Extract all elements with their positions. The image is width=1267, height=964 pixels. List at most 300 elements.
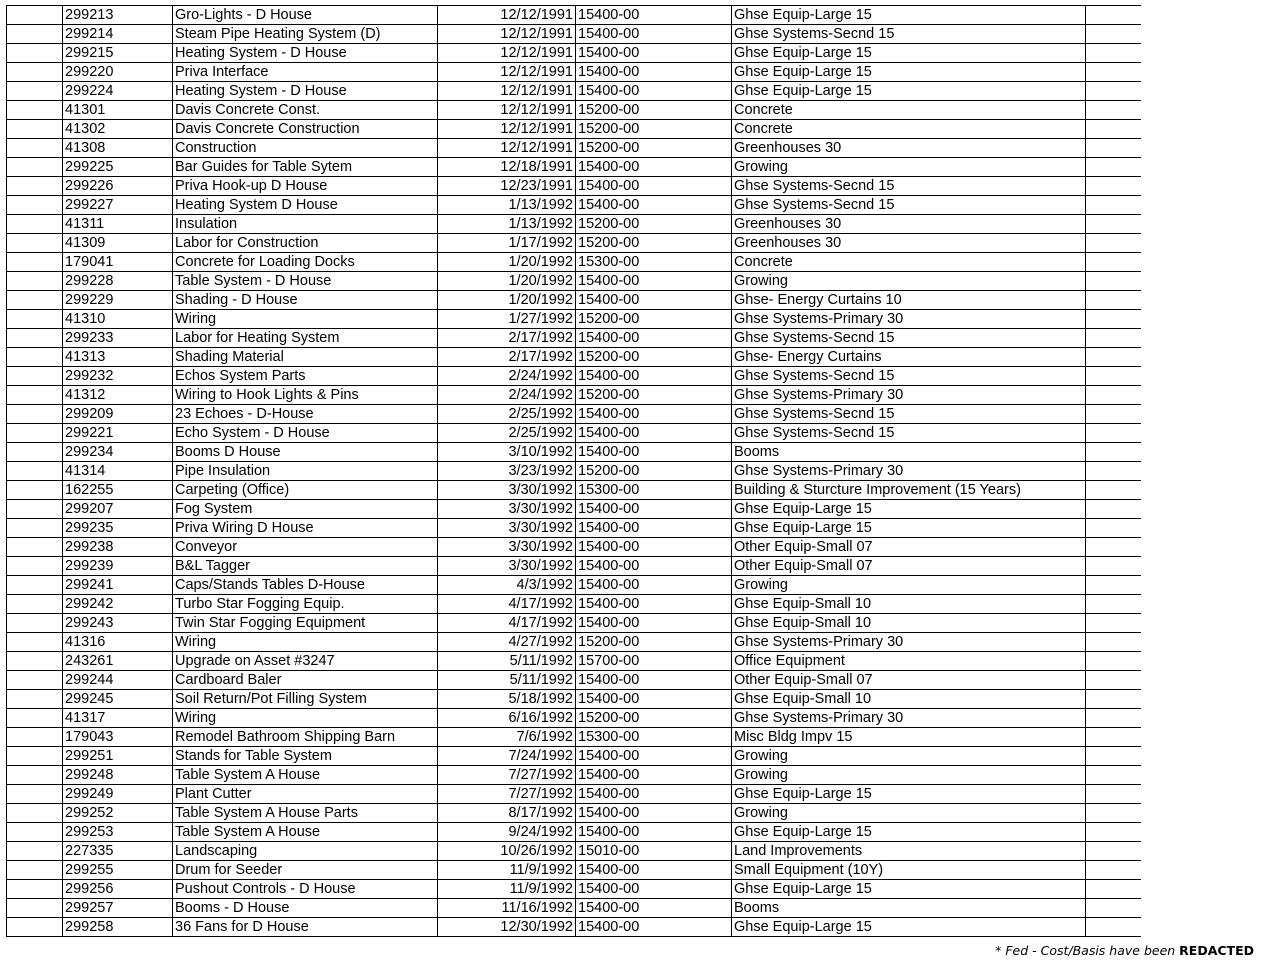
- blank-cell: [7, 215, 63, 234]
- account-code-cell: 15010-00: [576, 842, 732, 861]
- category-cell: Ghse- Energy Curtains 10: [732, 291, 1086, 310]
- blank-cell: [1086, 196, 1141, 215]
- asset-id-cell: 299228: [63, 272, 173, 291]
- blank-cell: [1086, 158, 1141, 177]
- account-code-cell: 15400-00: [576, 576, 732, 595]
- table-row: [7, 310, 1141, 329]
- date-cell: 7/24/1992: [438, 747, 576, 766]
- category-cell: Ghse Systems-Secnd 15: [732, 424, 1086, 443]
- date-cell: 2/25/1992: [438, 424, 576, 443]
- blank-cell: [7, 671, 63, 690]
- asset-id-cell: 179041: [63, 253, 173, 272]
- account-code-cell: 15400-00: [576, 158, 732, 177]
- description-cell: 36 Fans for D House: [173, 918, 438, 937]
- blank-cell: [1086, 25, 1141, 44]
- description-cell: Heating System - D House: [173, 44, 438, 63]
- blank-cell: [1086, 671, 1141, 690]
- blank-cell: [7, 329, 63, 348]
- asset-id-cell: 41308: [63, 139, 173, 158]
- blank-cell: [7, 804, 63, 823]
- table-row: [7, 291, 1141, 310]
- blank-cell: [7, 310, 63, 329]
- category-cell: Ghse Systems-Primary 30: [732, 310, 1086, 329]
- date-cell: 1/13/1992: [438, 215, 576, 234]
- date-cell: 2/24/1992: [438, 386, 576, 405]
- description-cell: Shading Material: [173, 348, 438, 367]
- table-row: [7, 823, 1141, 842]
- blank-cell: [1086, 6, 1141, 25]
- account-code-cell: 15400-00: [576, 804, 732, 823]
- category-cell: Growing: [732, 804, 1086, 823]
- description-cell: Echo System - D House: [173, 424, 438, 443]
- date-cell: 11/9/1992: [438, 880, 576, 899]
- date-cell: 5/11/1992: [438, 652, 576, 671]
- blank-cell: [7, 443, 63, 462]
- blank-cell: [1086, 348, 1141, 367]
- blank-cell: [1086, 101, 1141, 120]
- description-cell: Wiring: [173, 633, 438, 652]
- category-cell: Concrete: [732, 253, 1086, 272]
- category-cell: Ghse Equip-Large 15: [732, 500, 1086, 519]
- category-cell: Other Equip-Small 07: [732, 671, 1086, 690]
- blank-cell: [1086, 576, 1141, 595]
- account-code-cell: 15200-00: [576, 462, 732, 481]
- asset-id-cell: 299220: [63, 63, 173, 82]
- blank-cell: [7, 177, 63, 196]
- table-row: [7, 25, 1141, 44]
- blank-cell: [7, 348, 63, 367]
- blank-cell: [1086, 424, 1141, 443]
- table-row: [7, 918, 1141, 937]
- date-cell: 11/16/1992: [438, 899, 576, 918]
- account-code-cell: 15300-00: [576, 481, 732, 500]
- asset-id-cell: 299229: [63, 291, 173, 310]
- date-cell: 3/30/1992: [438, 500, 576, 519]
- account-code-cell: 15400-00: [576, 329, 732, 348]
- table-row: [7, 576, 1141, 595]
- account-code-cell: 15400-00: [576, 500, 732, 519]
- description-cell: Steam Pipe Heating System (D): [173, 25, 438, 44]
- category-cell: Ghse Systems-Secnd 15: [732, 329, 1086, 348]
- account-code-cell: 15400-00: [576, 823, 732, 842]
- blank-cell: [1086, 804, 1141, 823]
- asset-id-cell: 41301: [63, 101, 173, 120]
- blank-cell: [1086, 272, 1141, 291]
- date-cell: 1/20/1992: [438, 291, 576, 310]
- blank-cell: [1086, 234, 1141, 253]
- table-row: [7, 6, 1141, 25]
- account-code-cell: 15400-00: [576, 519, 732, 538]
- description-cell: Drum for Seeder: [173, 861, 438, 880]
- blank-cell: [7, 462, 63, 481]
- table-row: [7, 557, 1141, 576]
- asset-id-cell: 299213: [63, 6, 173, 25]
- category-cell: Small Equipment (10Y): [732, 861, 1086, 880]
- asset-id-cell: 299207: [63, 500, 173, 519]
- table-row: [7, 348, 1141, 367]
- blank-cell: [7, 918, 63, 937]
- description-cell: Priva Wiring D House: [173, 519, 438, 538]
- description-cell: 23 Echoes - D-House: [173, 405, 438, 424]
- blank-cell: [1086, 82, 1141, 101]
- description-cell: Priva Hook-up D House: [173, 177, 438, 196]
- table-row: [7, 595, 1141, 614]
- category-cell: Concrete: [732, 101, 1086, 120]
- description-cell: Fog System: [173, 500, 438, 519]
- table-row: [7, 861, 1141, 880]
- asset-id-cell: 299248: [63, 766, 173, 785]
- blank-cell: [7, 424, 63, 443]
- date-cell: 12/12/1991: [438, 63, 576, 82]
- asset-id-cell: 299244: [63, 671, 173, 690]
- account-code-cell: 15400-00: [576, 747, 732, 766]
- category-cell: Office Equipment: [732, 652, 1086, 671]
- table-row: [7, 82, 1141, 101]
- table-row: [7, 462, 1141, 481]
- account-code-cell: 15400-00: [576, 880, 732, 899]
- blank-cell: [7, 595, 63, 614]
- description-cell: Remodel Bathroom Shipping Barn: [173, 728, 438, 747]
- table-row: [7, 329, 1141, 348]
- blank-cell: [7, 823, 63, 842]
- category-cell: Ghse Equip-Large 15: [732, 82, 1086, 101]
- category-cell: Ghse Systems-Primary 30: [732, 633, 1086, 652]
- account-code-cell: 15400-00: [576, 63, 732, 82]
- account-code-cell: 15400-00: [576, 6, 732, 25]
- blank-cell: [1086, 462, 1141, 481]
- category-cell: Ghse Equip-Large 15: [732, 63, 1086, 82]
- category-cell: Ghse Systems-Primary 30: [732, 386, 1086, 405]
- category-cell: Ghse Equip-Large 15: [732, 785, 1086, 804]
- blank-cell: [1086, 177, 1141, 196]
- description-cell: Carpeting (Office): [173, 481, 438, 500]
- category-cell: Ghse Equip-Large 15: [732, 6, 1086, 25]
- description-cell: Table System - D House: [173, 272, 438, 291]
- date-cell: 12/23/1991: [438, 177, 576, 196]
- description-cell: Pushout Controls - D House: [173, 880, 438, 899]
- table-row: [7, 766, 1141, 785]
- table-row: [7, 405, 1141, 424]
- account-code-cell: 15400-00: [576, 557, 732, 576]
- description-cell: Construction: [173, 139, 438, 158]
- description-cell: Davis Concrete Construction: [173, 120, 438, 139]
- blank-cell: [7, 747, 63, 766]
- asset-id-cell: 41312: [63, 386, 173, 405]
- blank-cell: [1086, 557, 1141, 576]
- blank-cell: [7, 272, 63, 291]
- table-row: [7, 804, 1141, 823]
- table-row: [7, 652, 1141, 671]
- asset-id-cell: 299215: [63, 44, 173, 63]
- blank-cell: [1086, 709, 1141, 728]
- description-cell: Twin Star Fogging Equipment: [173, 614, 438, 633]
- category-cell: Ghse- Energy Curtains: [732, 348, 1086, 367]
- blank-cell: [7, 120, 63, 139]
- blank-cell: [1086, 291, 1141, 310]
- date-cell: 12/12/1991: [438, 6, 576, 25]
- blank-cell: [1086, 481, 1141, 500]
- account-code-cell: 15200-00: [576, 234, 732, 253]
- asset-id-cell: 179043: [63, 728, 173, 747]
- category-cell: Building & Sturcture Improvement (15 Years): [732, 481, 1086, 500]
- blank-cell: [7, 538, 63, 557]
- description-cell: Wiring: [173, 310, 438, 329]
- description-cell: Soil Return/Pot Filling System: [173, 690, 438, 709]
- table-row: [7, 880, 1141, 899]
- asset-id-cell: 299221: [63, 424, 173, 443]
- table-row: [7, 538, 1141, 557]
- blank-cell: [1086, 44, 1141, 63]
- blank-cell: [1086, 899, 1141, 918]
- date-cell: 3/10/1992: [438, 443, 576, 462]
- category-cell: Ghse Equip-Large 15: [732, 519, 1086, 538]
- table-row: [7, 44, 1141, 63]
- description-cell: Booms D House: [173, 443, 438, 462]
- blank-cell: [1086, 728, 1141, 747]
- description-cell: Concrete for Loading Docks: [173, 253, 438, 272]
- description-cell: Insulation: [173, 215, 438, 234]
- description-cell: Labor for Construction: [173, 234, 438, 253]
- blank-cell: [1086, 120, 1141, 139]
- blank-cell: [1086, 519, 1141, 538]
- blank-cell: [7, 690, 63, 709]
- date-cell: 2/24/1992: [438, 367, 576, 386]
- asset-id-cell: 299257: [63, 899, 173, 918]
- category-cell: Ghse Systems-Primary 30: [732, 462, 1086, 481]
- blank-cell: [1086, 253, 1141, 272]
- blank-cell: [7, 234, 63, 253]
- date-cell: 12/30/1992: [438, 918, 576, 937]
- table-row: [7, 842, 1141, 861]
- date-cell: 11/9/1992: [438, 861, 576, 880]
- date-cell: 1/20/1992: [438, 253, 576, 272]
- description-cell: Heating System - D House: [173, 82, 438, 101]
- table-row: [7, 728, 1141, 747]
- description-cell: Priva Interface: [173, 63, 438, 82]
- category-cell: Booms: [732, 899, 1086, 918]
- table-row: [7, 443, 1141, 462]
- date-cell: 1/20/1992: [438, 272, 576, 291]
- description-cell: Landscaping: [173, 842, 438, 861]
- asset-id-cell: 299239: [63, 557, 173, 576]
- description-cell: Table System A House: [173, 766, 438, 785]
- date-cell: 5/18/1992: [438, 690, 576, 709]
- footnote-emphasis: REDACTED: [1179, 943, 1254, 958]
- blank-cell: [7, 766, 63, 785]
- description-cell: Echos System Parts: [173, 367, 438, 386]
- description-cell: Turbo Star Fogging Equip.: [173, 595, 438, 614]
- table-row: [7, 785, 1141, 804]
- blank-cell: [1086, 500, 1141, 519]
- account-code-cell: 15400-00: [576, 44, 732, 63]
- account-code-cell: 15400-00: [576, 196, 732, 215]
- blank-cell: [7, 405, 63, 424]
- account-code-cell: 15400-00: [576, 766, 732, 785]
- description-cell: Pipe Insulation: [173, 462, 438, 481]
- category-cell: Growing: [732, 576, 1086, 595]
- date-cell: 12/12/1991: [438, 101, 576, 120]
- blank-cell: [1086, 785, 1141, 804]
- category-cell: Concrete: [732, 120, 1086, 139]
- table-row: [7, 424, 1141, 443]
- blank-cell: [1086, 747, 1141, 766]
- description-cell: Heating System D House: [173, 196, 438, 215]
- account-code-cell: 15700-00: [576, 652, 732, 671]
- account-code-cell: 15200-00: [576, 310, 732, 329]
- category-cell: Ghse Systems-Secnd 15: [732, 367, 1086, 386]
- account-code-cell: 15400-00: [576, 25, 732, 44]
- category-cell: Greenhouses 30: [732, 234, 1086, 253]
- date-cell: 10/26/1992: [438, 842, 576, 861]
- category-cell: Misc Bldg Impv 15: [732, 728, 1086, 747]
- description-cell: Booms - D House: [173, 899, 438, 918]
- table-row: [7, 120, 1141, 139]
- asset-id-cell: 299249: [63, 785, 173, 804]
- asset-id-cell: 299258: [63, 918, 173, 937]
- account-code-cell: 15400-00: [576, 918, 732, 937]
- account-code-cell: 15400-00: [576, 291, 732, 310]
- blank-cell: [7, 139, 63, 158]
- asset-id-cell: 299233: [63, 329, 173, 348]
- account-code-cell: 15400-00: [576, 861, 732, 880]
- asset-id-cell: 299232: [63, 367, 173, 386]
- description-cell: Stands for Table System: [173, 747, 438, 766]
- asset-id-cell: 299235: [63, 519, 173, 538]
- asset-id-cell: 299224: [63, 82, 173, 101]
- description-cell: Bar Guides for Table Sytem: [173, 158, 438, 177]
- date-cell: 2/25/1992: [438, 405, 576, 424]
- table-row: [7, 367, 1141, 386]
- blank-cell: [1086, 614, 1141, 633]
- asset-id-cell: 299245: [63, 690, 173, 709]
- blank-cell: [7, 557, 63, 576]
- category-cell: Growing: [732, 158, 1086, 177]
- blank-cell: [7, 386, 63, 405]
- table-row: [7, 234, 1141, 253]
- blank-cell: [1086, 443, 1141, 462]
- date-cell: 12/12/1991: [438, 82, 576, 101]
- account-code-cell: 15400-00: [576, 82, 732, 101]
- blank-cell: [1086, 690, 1141, 709]
- date-cell: 1/27/1992: [438, 310, 576, 329]
- account-code-cell: 15400-00: [576, 424, 732, 443]
- blank-cell: [7, 82, 63, 101]
- blank-cell: [7, 728, 63, 747]
- asset-id-cell: 227335: [63, 842, 173, 861]
- account-code-cell: 15400-00: [576, 405, 732, 424]
- date-cell: 4/17/1992: [438, 595, 576, 614]
- asset-id-cell: 41302: [63, 120, 173, 139]
- category-cell: Ghse Equip-Large 15: [732, 44, 1086, 63]
- blank-cell: [1086, 329, 1141, 348]
- date-cell: 4/3/1992: [438, 576, 576, 595]
- blank-cell: [1086, 215, 1141, 234]
- blank-cell: [7, 709, 63, 728]
- blank-cell: [7, 500, 63, 519]
- table-row: [7, 747, 1141, 766]
- description-cell: Upgrade on Asset #3247: [173, 652, 438, 671]
- asset-id-cell: 299234: [63, 443, 173, 462]
- category-cell: Greenhouses 30: [732, 139, 1086, 158]
- account-code-cell: 15200-00: [576, 139, 732, 158]
- category-cell: Ghse Equip-Large 15: [732, 823, 1086, 842]
- account-code-cell: 15400-00: [576, 443, 732, 462]
- asset-id-cell: 299256: [63, 880, 173, 899]
- blank-cell: [1086, 367, 1141, 386]
- description-cell: Caps/Stands Tables D-House: [173, 576, 438, 595]
- asset-table-body: [7, 6, 1141, 937]
- date-cell: 7/27/1992: [438, 785, 576, 804]
- blank-cell: [7, 652, 63, 671]
- blank-cell: [1086, 538, 1141, 557]
- asset-id-cell: 299242: [63, 595, 173, 614]
- category-cell: Other Equip-Small 07: [732, 538, 1086, 557]
- account-code-cell: 15200-00: [576, 709, 732, 728]
- asset-id-cell: 162255: [63, 481, 173, 500]
- account-code-cell: 15400-00: [576, 367, 732, 386]
- table-row: [7, 253, 1141, 272]
- category-cell: Ghse Equip-Large 15: [732, 918, 1086, 937]
- date-cell: 2/17/1992: [438, 348, 576, 367]
- description-cell: Table System A House Parts: [173, 804, 438, 823]
- account-code-cell: 15200-00: [576, 101, 732, 120]
- redaction-footnote: [995, 943, 1254, 958]
- category-cell: Ghse Systems-Secnd 15: [732, 405, 1086, 424]
- table-row: [7, 177, 1141, 196]
- date-cell: 5/11/1992: [438, 671, 576, 690]
- description-cell: Shading - D House: [173, 291, 438, 310]
- blank-cell: [7, 25, 63, 44]
- table-row: [7, 633, 1141, 652]
- date-cell: 8/17/1992: [438, 804, 576, 823]
- account-code-cell: 15400-00: [576, 614, 732, 633]
- date-cell: 1/17/1992: [438, 234, 576, 253]
- blank-cell: [1086, 386, 1141, 405]
- blank-cell: [7, 481, 63, 500]
- blank-cell: [7, 576, 63, 595]
- blank-cell: [1086, 595, 1141, 614]
- date-cell: 12/12/1991: [438, 25, 576, 44]
- asset-id-cell: 299226: [63, 177, 173, 196]
- blank-cell: [7, 253, 63, 272]
- asset-id-cell: 41313: [63, 348, 173, 367]
- date-cell: 7/6/1992: [438, 728, 576, 747]
- asset-id-cell: 41317: [63, 709, 173, 728]
- account-code-cell: 15400-00: [576, 272, 732, 291]
- table-row: [7, 139, 1141, 158]
- date-cell: 3/30/1992: [438, 538, 576, 557]
- date-cell: 4/27/1992: [438, 633, 576, 652]
- category-cell: Growing: [732, 747, 1086, 766]
- description-cell: Table System A House: [173, 823, 438, 842]
- table-row: [7, 481, 1141, 500]
- description-cell: Wiring to Hook Lights & Pins: [173, 386, 438, 405]
- account-code-cell: 15200-00: [576, 120, 732, 139]
- asset-id-cell: 41310: [63, 310, 173, 329]
- table-row: [7, 671, 1141, 690]
- category-cell: Greenhouses 30: [732, 215, 1086, 234]
- category-cell: Ghse Systems-Secnd 15: [732, 196, 1086, 215]
- account-code-cell: 15200-00: [576, 633, 732, 652]
- date-cell: 6/16/1992: [438, 709, 576, 728]
- asset-id-cell: 41309: [63, 234, 173, 253]
- blank-cell: [1086, 633, 1141, 652]
- asset-id-cell: 41316: [63, 633, 173, 652]
- category-cell: Ghse Equip-Small 10: [732, 595, 1086, 614]
- table-row: [7, 158, 1141, 177]
- date-cell: 12/12/1991: [438, 139, 576, 158]
- blank-cell: [1086, 310, 1141, 329]
